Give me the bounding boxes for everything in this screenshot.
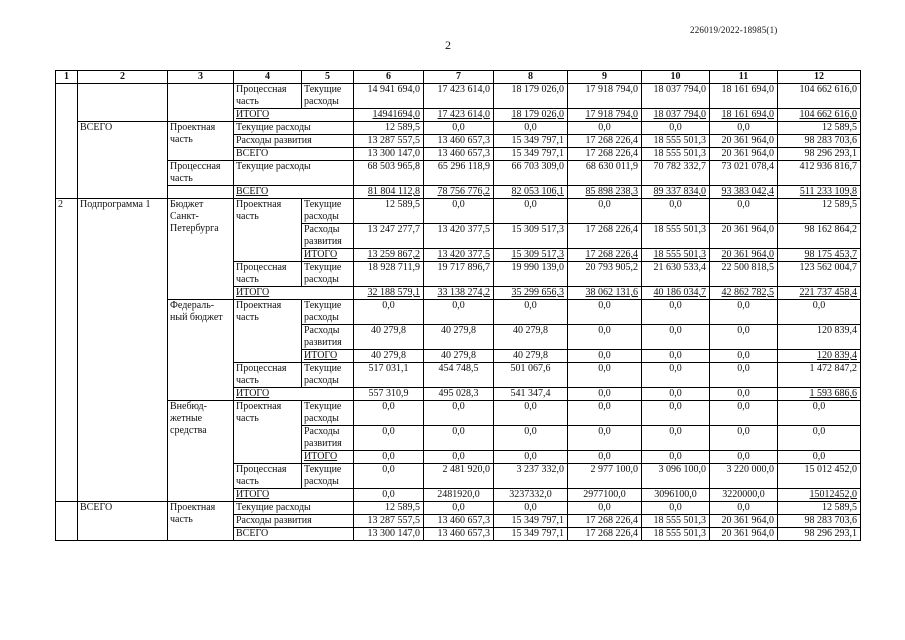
value-cell: 557 310,9 bbox=[354, 388, 424, 401]
value-cell: 15 349 797,1 bbox=[494, 148, 568, 161]
value-cell: 0,0 bbox=[424, 199, 494, 224]
value-cell: 18 555 501,3 bbox=[642, 528, 710, 541]
part-label: Проектная часть bbox=[234, 401, 302, 464]
part-label: Процессная часть bbox=[168, 161, 234, 186]
value-cell: 17 268 226,4 bbox=[568, 224, 642, 249]
source-label: Бюджет Санкт-Петербурга bbox=[168, 199, 234, 300]
value-cell: 0,0 bbox=[710, 388, 778, 401]
column-header: 6 bbox=[354, 71, 424, 84]
column-header: 12 bbox=[778, 71, 861, 84]
value-cell: 32 188 579,1 bbox=[354, 287, 424, 300]
value-cell: 0,0 bbox=[710, 325, 778, 350]
expense-type-label: Текущие расходы bbox=[234, 122, 354, 135]
value-cell: 18 555 501,3 bbox=[642, 224, 710, 249]
value-cell: 3237332,0 bbox=[494, 489, 568, 502]
value-cell: 0,0 bbox=[424, 451, 494, 464]
expense-type-label: Расходы развития bbox=[302, 426, 354, 451]
value-cell: 0,0 bbox=[710, 300, 778, 325]
value-cell: 123 562 004,7 bbox=[778, 262, 861, 287]
value-cell: 20 361 964,0 bbox=[710, 135, 778, 148]
value-cell: 0,0 bbox=[710, 122, 778, 135]
value-cell: 0,0 bbox=[778, 300, 861, 325]
column-header: 1 bbox=[56, 71, 78, 84]
value-cell: 98 283 703,6 bbox=[778, 135, 861, 148]
value-cell: 85 898 238,3 bbox=[568, 186, 642, 199]
value-cell: 15 309 517,3 bbox=[494, 224, 568, 249]
value-cell: 104 662 616,0 bbox=[778, 109, 861, 122]
expense-type-label: Текущие расходы bbox=[302, 84, 354, 109]
value-cell: 18 161 694,0 bbox=[710, 84, 778, 109]
expense-type-label: Расходы развития bbox=[234, 135, 354, 148]
value-cell: 2 481 920,0 bbox=[424, 464, 494, 489]
value-cell: 17 918 794,0 bbox=[568, 109, 642, 122]
source-label: Федераль-ный бюджет bbox=[168, 300, 234, 401]
value-cell: 0,0 bbox=[424, 300, 494, 325]
value-cell: 0,0 bbox=[494, 122, 568, 135]
table-row bbox=[56, 502, 861, 515]
value-cell: 18 555 501,3 bbox=[642, 148, 710, 161]
value-cell: 3220000,0 bbox=[710, 489, 778, 502]
row-number-cell bbox=[56, 84, 78, 199]
value-cell: 18 161 694,0 bbox=[710, 109, 778, 122]
value-cell: 98 175 453,7 bbox=[778, 249, 861, 262]
value-cell: 82 053 106,1 bbox=[494, 186, 568, 199]
expense-type-label: Расходы развития bbox=[302, 325, 354, 350]
value-cell: 40 279,8 bbox=[354, 350, 424, 363]
value-cell: 66 703 309,0 bbox=[494, 161, 568, 186]
table-row bbox=[56, 300, 861, 325]
value-cell: 0,0 bbox=[710, 199, 778, 224]
value-cell: 68 503 965,8 bbox=[354, 161, 424, 186]
value-cell: 0,0 bbox=[354, 451, 424, 464]
expense-type-label: Текущие расходы bbox=[302, 363, 354, 388]
value-cell: 18 037 794,0 bbox=[642, 84, 710, 109]
value-cell: 0,0 bbox=[710, 350, 778, 363]
value-cell: 13 460 657,3 bbox=[424, 135, 494, 148]
value-cell: 0,0 bbox=[642, 451, 710, 464]
expense-type-label: Текущие расходы bbox=[302, 401, 354, 426]
document-id: 226019/2022-18985(1) bbox=[690, 25, 778, 35]
value-cell: 14 941 694,0 bbox=[354, 84, 424, 109]
table-row bbox=[56, 84, 861, 109]
value-cell: 18 179 026,0 bbox=[494, 84, 568, 109]
value-cell: 17 268 226,4 bbox=[568, 528, 642, 541]
expense-type-label: Текущие расходы bbox=[302, 300, 354, 325]
value-cell: 0,0 bbox=[568, 426, 642, 451]
itogo-label: ИТОГО bbox=[302, 350, 354, 363]
value-cell: 78 756 776,2 bbox=[424, 186, 494, 199]
table-row bbox=[56, 122, 861, 135]
value-cell: 70 782 332,7 bbox=[642, 161, 710, 186]
value-cell: 0,0 bbox=[568, 122, 642, 135]
expense-type-label: Текущие расходы bbox=[234, 161, 354, 186]
value-cell: 0,0 bbox=[642, 122, 710, 135]
value-cell: 14941694,0 bbox=[354, 109, 424, 122]
value-cell: 2481920,0 bbox=[424, 489, 494, 502]
part-label: Процессная часть bbox=[234, 84, 302, 109]
value-cell: 38 062 131,6 bbox=[568, 287, 642, 300]
value-cell: 22 500 818,5 bbox=[710, 262, 778, 287]
value-cell: 495 028,3 bbox=[424, 388, 494, 401]
value-cell: 19 990 139,0 bbox=[494, 262, 568, 287]
total-label: ВСЕГО bbox=[78, 502, 168, 541]
value-cell: 511 233 109,8 bbox=[778, 186, 861, 199]
value-cell: 3096100,0 bbox=[642, 489, 710, 502]
value-cell: 21 630 533,4 bbox=[642, 262, 710, 287]
itogo-label: ИТОГО bbox=[302, 249, 354, 262]
value-cell: 0,0 bbox=[424, 122, 494, 135]
value-cell: 15 012 452,0 bbox=[778, 464, 861, 489]
value-cell: 98 296 293,1 bbox=[778, 528, 861, 541]
value-cell: 20 361 964,0 bbox=[710, 224, 778, 249]
value-cell: 98 283 703,6 bbox=[778, 515, 861, 528]
value-cell: 13 300 147,0 bbox=[354, 528, 424, 541]
value-cell: 93 383 042,4 bbox=[710, 186, 778, 199]
value-cell: 0,0 bbox=[642, 388, 710, 401]
value-cell: 0,0 bbox=[424, 401, 494, 426]
value-cell: 13 420 377,5 bbox=[424, 249, 494, 262]
itogo-label: ИТОГО bbox=[234, 388, 354, 401]
part-label: Процессная часть bbox=[234, 262, 302, 287]
value-cell: 0,0 bbox=[710, 363, 778, 388]
value-cell: 17 423 614,0 bbox=[424, 109, 494, 122]
value-cell: 0,0 bbox=[354, 426, 424, 451]
value-cell: 40 279,8 bbox=[424, 325, 494, 350]
column-header: 4 bbox=[234, 71, 302, 84]
column-header: 9 bbox=[568, 71, 642, 84]
value-cell: 0,0 bbox=[354, 464, 424, 489]
value-cell: 0,0 bbox=[710, 401, 778, 426]
value-cell: 18 555 501,3 bbox=[642, 135, 710, 148]
value-cell: 0,0 bbox=[354, 489, 424, 502]
value-cell: 0,0 bbox=[642, 325, 710, 350]
value-cell: 0,0 bbox=[494, 199, 568, 224]
value-cell: 2977100,0 bbox=[568, 489, 642, 502]
value-cell: 68 630 011,9 bbox=[568, 161, 642, 186]
value-cell: 0,0 bbox=[778, 426, 861, 451]
table-row bbox=[56, 161, 861, 186]
value-cell: 18 555 501,3 bbox=[642, 249, 710, 262]
value-cell: 13 287 557,5 bbox=[354, 135, 424, 148]
value-cell: 3 096 100,0 bbox=[642, 464, 710, 489]
row-number-cell: 2 bbox=[56, 199, 78, 502]
value-cell: 33 138 274,2 bbox=[424, 287, 494, 300]
value-cell: 13 420 377,5 bbox=[424, 224, 494, 249]
value-cell: 12 589,5 bbox=[778, 122, 861, 135]
value-cell: 40 279,8 bbox=[494, 325, 568, 350]
value-cell: 98 162 864,2 bbox=[778, 224, 861, 249]
value-cell: 0,0 bbox=[710, 502, 778, 515]
value-cell: 40 279,8 bbox=[424, 350, 494, 363]
value-cell: 0,0 bbox=[642, 300, 710, 325]
value-cell: 20 361 964,0 bbox=[710, 148, 778, 161]
header-row bbox=[56, 71, 861, 84]
value-cell: 501 067,6 bbox=[494, 363, 568, 388]
value-cell: 0,0 bbox=[568, 502, 642, 515]
value-cell: 35 299 656,3 bbox=[494, 287, 568, 300]
value-cell: 0,0 bbox=[424, 426, 494, 451]
value-cell: 0,0 bbox=[710, 426, 778, 451]
value-cell: 0,0 bbox=[354, 401, 424, 426]
expense-type-label: Текущие расходы bbox=[302, 464, 354, 489]
source-cell bbox=[168, 84, 234, 122]
row-number-cell bbox=[56, 502, 78, 541]
value-cell: 0,0 bbox=[568, 363, 642, 388]
value-cell: 0,0 bbox=[642, 426, 710, 451]
program-cell bbox=[78, 84, 168, 122]
value-cell: 18 179 026,0 bbox=[494, 109, 568, 122]
value-cell: 13 247 277,7 bbox=[354, 224, 424, 249]
page-number: 2 bbox=[445, 38, 451, 52]
value-cell: 0,0 bbox=[642, 363, 710, 388]
value-cell: 0,0 bbox=[494, 451, 568, 464]
value-cell: 20 793 905,2 bbox=[568, 262, 642, 287]
vsego-label: ВСЕГО bbox=[234, 186, 354, 199]
column-header: 8 bbox=[494, 71, 568, 84]
value-cell: 0,0 bbox=[568, 388, 642, 401]
value-cell: 12 589,5 bbox=[354, 199, 424, 224]
value-cell: 412 936 816,7 bbox=[778, 161, 861, 186]
part-label: Проектная часть bbox=[234, 300, 302, 363]
value-cell: 13 460 657,3 bbox=[424, 528, 494, 541]
value-cell: 17 268 226,4 bbox=[568, 515, 642, 528]
column-header: 3 bbox=[168, 71, 234, 84]
value-cell: 12 589,5 bbox=[778, 199, 861, 224]
value-cell: 17 268 226,4 bbox=[568, 148, 642, 161]
column-header: 10 bbox=[642, 71, 710, 84]
program-name: Подпрограмма 1 bbox=[78, 199, 168, 502]
value-cell: 40 186 034,7 bbox=[642, 287, 710, 300]
vsego-label: ВСЕГО bbox=[234, 528, 354, 541]
value-cell: 12 589,5 bbox=[778, 502, 861, 515]
value-cell: 65 296 118,9 bbox=[424, 161, 494, 186]
column-header: 11 bbox=[710, 71, 778, 84]
value-cell: 221 737 458,4 bbox=[778, 287, 861, 300]
value-cell: 17 268 226,4 bbox=[568, 249, 642, 262]
value-cell: 120 839,4 bbox=[778, 350, 861, 363]
value-cell: 15 349 797,1 bbox=[494, 135, 568, 148]
value-cell: 0,0 bbox=[354, 300, 424, 325]
column-header: 7 bbox=[424, 71, 494, 84]
itogo-label: ИТОГО bbox=[234, 287, 354, 300]
value-cell: 0,0 bbox=[568, 199, 642, 224]
total-label: ВСЕГО bbox=[78, 122, 168, 199]
value-cell: 0,0 bbox=[568, 300, 642, 325]
vsego-label: ВСЕГО bbox=[234, 148, 354, 161]
value-cell: 0,0 bbox=[778, 451, 861, 464]
value-cell: 120 839,4 bbox=[778, 325, 861, 350]
value-cell: 3 220 000,0 bbox=[710, 464, 778, 489]
column-header: 5 bbox=[302, 71, 354, 84]
value-cell: 20 361 964,0 bbox=[710, 249, 778, 262]
value-cell: 3 237 332,0 bbox=[494, 464, 568, 489]
table-row bbox=[56, 401, 861, 426]
value-cell: 20 361 964,0 bbox=[710, 515, 778, 528]
value-cell: 13 460 657,3 bbox=[424, 515, 494, 528]
value-cell: 15 349 797,1 bbox=[494, 528, 568, 541]
column-header: 2 bbox=[78, 71, 168, 84]
value-cell: 0,0 bbox=[424, 502, 494, 515]
value-cell: 0,0 bbox=[642, 350, 710, 363]
value-cell: 18 555 501,3 bbox=[642, 515, 710, 528]
part-label: Проектная часть bbox=[168, 502, 234, 541]
value-cell: 1 593 686,6 bbox=[778, 388, 861, 401]
value-cell: 0,0 bbox=[568, 401, 642, 426]
value-cell: 13 287 557,5 bbox=[354, 515, 424, 528]
value-cell: 104 662 616,0 bbox=[778, 84, 861, 109]
value-cell: 20 361 964,0 bbox=[710, 528, 778, 541]
value-cell: 0,0 bbox=[568, 325, 642, 350]
table-row bbox=[56, 186, 861, 199]
value-cell: 19 717 896,7 bbox=[424, 262, 494, 287]
expense-type-label: Текущие расходы bbox=[302, 262, 354, 287]
value-cell: 0,0 bbox=[494, 502, 568, 515]
value-cell: 40 279,8 bbox=[354, 325, 424, 350]
value-cell: 98 296 293,1 bbox=[778, 148, 861, 161]
value-cell: 40 279,8 bbox=[494, 350, 568, 363]
part-label: Процессная часть bbox=[234, 363, 302, 388]
value-cell: 0,0 bbox=[642, 401, 710, 426]
value-cell: 517 031,1 bbox=[354, 363, 424, 388]
value-cell: 0,0 bbox=[568, 350, 642, 363]
value-cell: 73 021 078,4 bbox=[710, 161, 778, 186]
value-cell: 541 347,4 bbox=[494, 388, 568, 401]
value-cell: 454 748,5 bbox=[424, 363, 494, 388]
empty-cell bbox=[168, 186, 234, 199]
expense-type-label: Расходы развития bbox=[234, 515, 354, 528]
value-cell: 12 589,5 bbox=[354, 502, 424, 515]
value-cell: 13 259 867,2 bbox=[354, 249, 424, 262]
value-cell: 0,0 bbox=[642, 199, 710, 224]
value-cell: 0,0 bbox=[494, 401, 568, 426]
table-row bbox=[56, 199, 861, 224]
part-label: Проектная часть bbox=[168, 122, 234, 161]
itogo-label: ИТОГО bbox=[302, 451, 354, 464]
itogo-label: ИТОГО bbox=[234, 109, 354, 122]
value-cell: 13 300 147,0 bbox=[354, 148, 424, 161]
expense-type-label: Расходы развития bbox=[302, 224, 354, 249]
value-cell: 13 460 657,3 bbox=[424, 148, 494, 161]
value-cell: 1 472 847,2 bbox=[778, 363, 861, 388]
value-cell: 0,0 bbox=[642, 502, 710, 515]
budget-table bbox=[55, 70, 861, 541]
part-label: Процессная часть bbox=[234, 464, 302, 489]
value-cell: 89 337 834,0 bbox=[642, 186, 710, 199]
value-cell: 81 804 112,8 bbox=[354, 186, 424, 199]
value-cell: 15 349 797,1 bbox=[494, 515, 568, 528]
expense-type-label: Текущие расходы bbox=[302, 199, 354, 224]
value-cell: 15012452,0 bbox=[778, 489, 861, 502]
value-cell: 18 928 711,9 bbox=[354, 262, 424, 287]
value-cell: 0,0 bbox=[778, 401, 861, 426]
value-cell: 15 309 517,3 bbox=[494, 249, 568, 262]
value-cell: 0,0 bbox=[494, 426, 568, 451]
expense-type-label: Текущие расходы bbox=[234, 502, 354, 515]
value-cell: 17 918 794,0 bbox=[568, 84, 642, 109]
value-cell: 42 862 782,5 bbox=[710, 287, 778, 300]
value-cell: 0,0 bbox=[494, 300, 568, 325]
value-cell: 0,0 bbox=[568, 451, 642, 464]
source-label: Внебюд-жетные средства bbox=[168, 401, 234, 502]
value-cell: 2 977 100,0 bbox=[568, 464, 642, 489]
value-cell: 17 268 226,4 bbox=[568, 135, 642, 148]
value-cell: 0,0 bbox=[710, 451, 778, 464]
value-cell: 17 423 614,0 bbox=[424, 84, 494, 109]
value-cell: 12 589,5 bbox=[354, 122, 424, 135]
value-cell: 18 037 794,0 bbox=[642, 109, 710, 122]
part-label: Проектная часть bbox=[234, 199, 302, 262]
itogo-label: ИТОГО bbox=[234, 489, 354, 502]
